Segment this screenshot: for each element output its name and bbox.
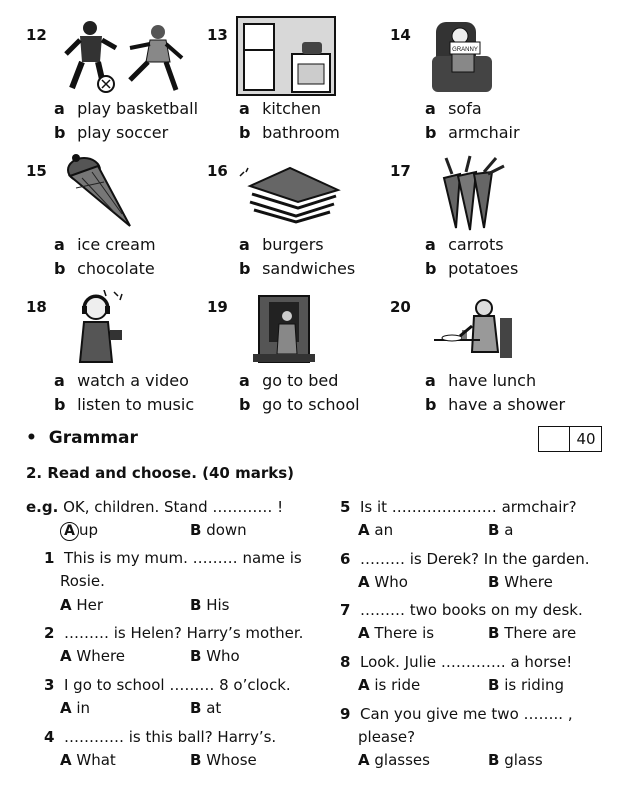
example-choice-a: A up — [60, 521, 98, 541]
ice-cream-picture — [64, 152, 136, 232]
section-heading — [26, 428, 138, 448]
choice-b: B His — [190, 596, 230, 614]
item-number: 19 — [207, 298, 228, 316]
listening-to-music-picture — [74, 290, 130, 366]
question-1: 1 This is my mum. ……… name is — [44, 549, 302, 567]
option-b: b have a shower — [425, 395, 566, 414]
choice-b: B at — [190, 699, 222, 717]
choice-a: A glasses — [358, 751, 430, 769]
option-a: a kitchen — [239, 99, 321, 118]
choice-a: A Where — [60, 647, 126, 665]
bullet-icon: • — [26, 428, 37, 448]
question-4: 4 ………… is this ball? Harry’s. — [44, 728, 277, 746]
item-number: 17 — [390, 162, 411, 180]
choice-b: B There are — [488, 624, 577, 642]
option-a: a sofa — [425, 99, 482, 118]
option-b: b sandwiches — [239, 259, 356, 278]
choice-a: A Her — [60, 596, 104, 614]
choice-a: A an — [358, 521, 394, 539]
item-number: 12 — [26, 26, 47, 44]
option-a: a have lunch — [425, 371, 537, 390]
football-players-picture — [58, 18, 188, 96]
question-9-cont: please? — [358, 728, 416, 746]
question-6: 6 ……… is Derek? In the garden. — [340, 550, 590, 568]
granny-sign-text: GRANNY — [452, 47, 478, 53]
example-question: e.g. OK, children. Stand ………… ! — [26, 498, 284, 516]
granny-armchair-picture — [430, 16, 498, 96]
option-a: a carrots — [425, 235, 504, 254]
item-number: 16 — [207, 162, 228, 180]
kitchen-picture — [236, 16, 336, 96]
option-b: b armchair — [425, 123, 520, 142]
question-7: 7 ……… two books on my desk. — [340, 601, 583, 619]
option-a: a go to bed — [239, 371, 339, 390]
option-b: b bathroom — [239, 123, 340, 142]
going-to-bed-picture — [249, 294, 319, 364]
question-1-cont: Rosie. — [60, 572, 105, 590]
choice-b: B a — [488, 521, 514, 539]
question-3: 3 I go to school ……… 8 o’clock. — [44, 676, 291, 694]
carrots-picture — [436, 152, 508, 232]
item-number: 15 — [26, 162, 47, 180]
option-b: b play soccer — [54, 123, 169, 142]
choice-a: A Who — [358, 573, 408, 591]
circled-answer-icon: A — [60, 522, 79, 541]
task-title: 2. Read and choose. (40 marks) — [26, 464, 294, 482]
choice-b: B Who — [190, 647, 240, 665]
option-b: b potatoes — [425, 259, 519, 278]
option-b: b listen to music — [54, 395, 195, 414]
having-lunch-picture — [432, 296, 516, 364]
question-9: 9 Can you give me two …….. , — [340, 705, 573, 723]
question-5: 5 Is it ………………… armchair? — [340, 498, 577, 516]
choice-b: B Whose — [190, 751, 257, 769]
item-number: 18 — [26, 298, 47, 316]
section-title: Grammar — [48, 428, 138, 448]
choice-b: B glass — [488, 751, 543, 769]
choice-a: A There is — [358, 624, 435, 642]
choice-a: A in — [60, 699, 91, 717]
question-8: 8 Look. Julie …………. a horse! — [340, 653, 573, 671]
choice-b: B is riding — [488, 676, 565, 694]
option-a: a play basketball — [54, 99, 199, 118]
score-total: 40 — [576, 430, 596, 448]
option-b: b go to school — [239, 395, 360, 414]
item-number: 20 — [390, 298, 411, 316]
item-number: 14 — [390, 26, 411, 44]
option-a: a watch a video — [54, 371, 189, 390]
option-a: a burgers — [239, 235, 324, 254]
question-2: 2 ……… is Helen? Harry’s mother. — [44, 624, 304, 642]
option-b: b chocolate — [54, 259, 155, 278]
choice-a: A What — [60, 751, 116, 769]
sandwiches-picture — [238, 160, 342, 224]
choice-b: B Where — [488, 573, 553, 591]
choice-a: A is ride — [358, 676, 421, 694]
example-choice-b: B down — [190, 521, 247, 539]
item-number: 13 — [207, 26, 228, 44]
score-box — [538, 426, 602, 452]
option-a: a ice cream — [54, 235, 156, 254]
